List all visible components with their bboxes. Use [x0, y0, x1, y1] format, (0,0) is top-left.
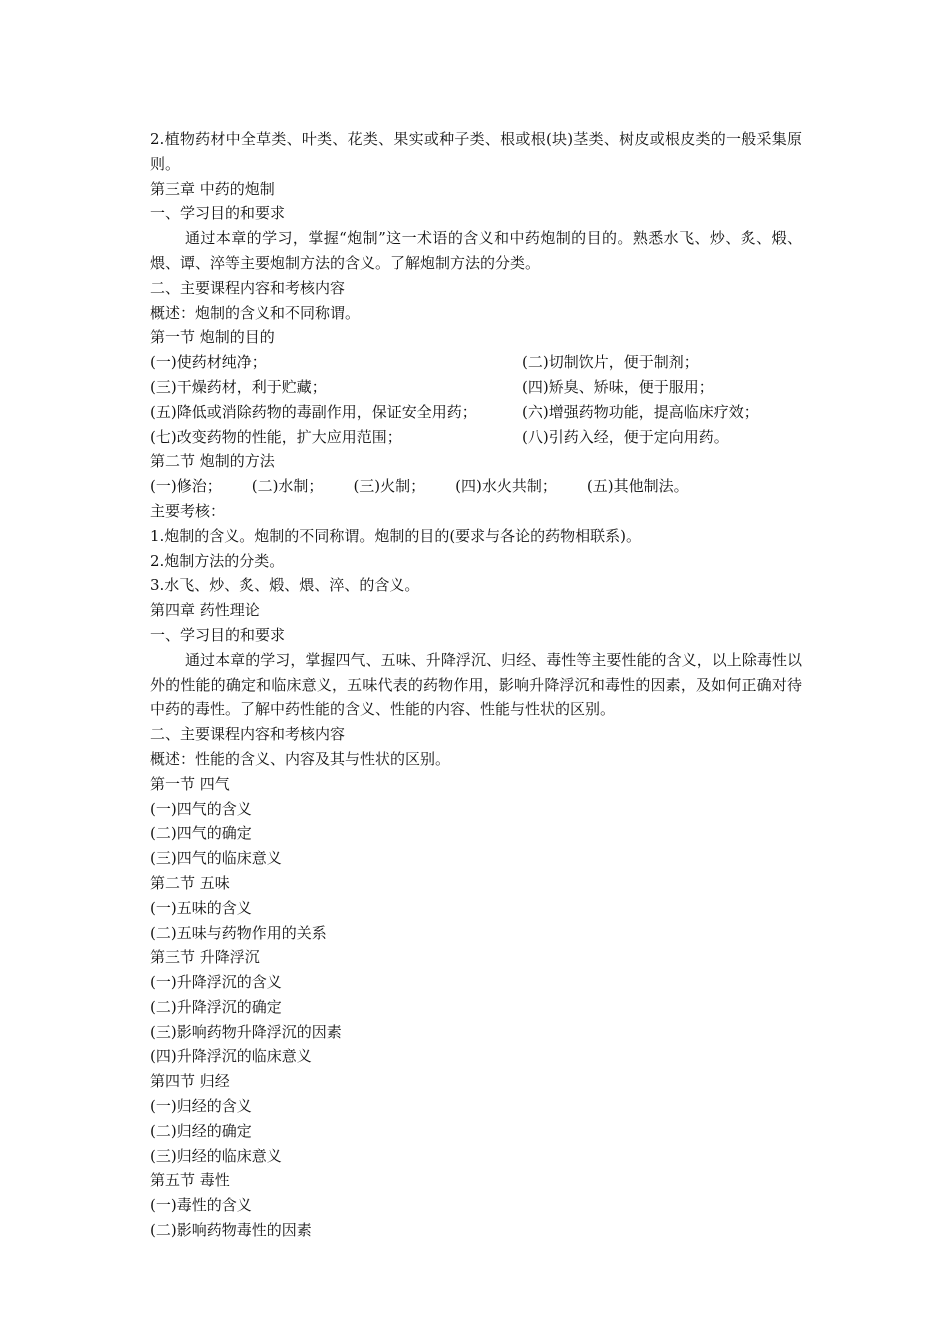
section-list-item: (二)四气的确定	[150, 824, 252, 843]
purpose-row	[150, 350, 802, 375]
section-list-item: (三)影响药物升降浮沉的因素	[150, 1022, 342, 1041]
section-list-item: (一)归经的含义	[150, 1097, 252, 1116]
exam-item: 2.炮制方法的分类。	[150, 551, 285, 570]
purpose-row	[150, 425, 802, 450]
processing-methods-row	[150, 474, 802, 499]
section-list-item: (三)四气的临床意义	[150, 849, 282, 868]
ch4-section-title: 第一节 四气	[150, 774, 230, 793]
section-list-item: (四)升降浮沉的临床意义	[150, 1047, 312, 1066]
purpose-row	[150, 400, 802, 425]
ch4-section-title: 第二节 五味	[150, 873, 230, 892]
section-list-item: (一)四气的含义	[150, 799, 252, 818]
ch4-goals-heading: 一、学习目的和要求	[150, 625, 286, 644]
ch3-goals-heading: 一、学习目的和要求	[150, 204, 286, 223]
purpose-item: (五)降低或消除药物的毒副作用，保证安全用药；	[150, 402, 477, 421]
collection-criteria-paragraph: 2.植物药材中全草类、叶类、花类、果实或种子类、根或根(块)茎类、树皮或根皮类的一般采集原则。	[150, 130, 802, 173]
document-page	[150, 127, 802, 1243]
ch3-exam-heading: 主要考核：	[150, 501, 226, 520]
ch4-overview: 概述：性能的含义、内容及其与性状的区别。	[150, 749, 451, 768]
purpose-item: (二)切制饮片，便于制剂；	[522, 353, 699, 372]
purpose-item: (一)使药材纯净；	[150, 353, 267, 372]
method-item: (五)其他制法。	[586, 477, 689, 496]
ch3-section-2-title: 第二节 炮制的方法	[150, 452, 275, 471]
chapter-3-title: 第三章 中药的炮制	[150, 179, 275, 198]
ch3-content-heading: 二、主要课程内容和考核内容	[150, 278, 346, 297]
section-list-item: (三)归经的临床意义	[150, 1146, 282, 1165]
ch3-section-1-title: 第一节 炮制的目的	[150, 328, 275, 347]
ch4-section-title: 第三节 升降浮沉	[150, 948, 260, 967]
exam-item: 3.水飞、炒、炙、煅、煨、淬、的含义。	[150, 576, 420, 595]
purpose-item: (八)引药入经，便于定向用药。	[522, 427, 729, 446]
ch4-section-title: 第五节 毒性	[150, 1171, 230, 1190]
method-item: (三)火制；	[353, 477, 426, 496]
section-list-item: (二)五味与药物作用的关系	[150, 923, 327, 942]
section-list-item: (二)归经的确定	[150, 1121, 252, 1140]
section-list-item: (二)影响药物毒性的因素	[150, 1221, 312, 1240]
section-list-item: (一)毒性的含义	[150, 1196, 252, 1215]
section-list-item: (一)升降浮沉的含义	[150, 973, 282, 992]
purpose-item: (四)矫臭、矫味，便于服用；	[522, 377, 714, 396]
ch3-overview: 概述：炮制的含义和不同称谓。	[150, 303, 361, 322]
purpose-item: (六)增强药物功能，提高临床疗效；	[522, 402, 759, 421]
method-item: (二)水制；	[251, 477, 324, 496]
purpose-item: (七)改变药物的性能，扩大应用范围；	[150, 427, 402, 446]
exam-item: 1.炮制的含义。炮制的不同称谓。炮制的目的(要求与各论的药物相联系)。	[150, 526, 642, 545]
ch3-goals-paragraph: 通过本章的学习，掌握“炮制”这一术语的含义和中药炮制的目的。熟悉水飞、炒、炙、煅、煨、谭、淬等主要炮制方法的含义。了解炮制方法的分类。	[150, 229, 802, 272]
section-list-item: (一)五味的含义	[150, 898, 252, 917]
chapter-4-title: 第四章 药性理论	[150, 601, 260, 620]
method-item: (一)修治；	[150, 477, 222, 496]
purpose-row	[150, 375, 802, 400]
ch4-section-title: 第四节 归经	[150, 1072, 230, 1091]
ch4-goals-paragraph: 通过本章的学习，掌握四气、五味、升降浮沉、归经、毒性等主要性能的含义，以上除毒性以外的性能的确定和临床意义，五味代表的药物作用，影响升降浮沉和毒性的因素，及如何正确对待中药的毒性。了解中药性能的含义、性能的内容、性能与性状的区别。	[150, 650, 802, 719]
method-item: (四)水火共制；	[455, 477, 557, 496]
section-list-item: (二)升降浮沉的确定	[150, 997, 282, 1016]
purpose-item: (三)干燥药材，利于贮藏；	[150, 377, 327, 396]
ch4-content-heading: 二、主要课程内容和考核内容	[150, 725, 346, 744]
